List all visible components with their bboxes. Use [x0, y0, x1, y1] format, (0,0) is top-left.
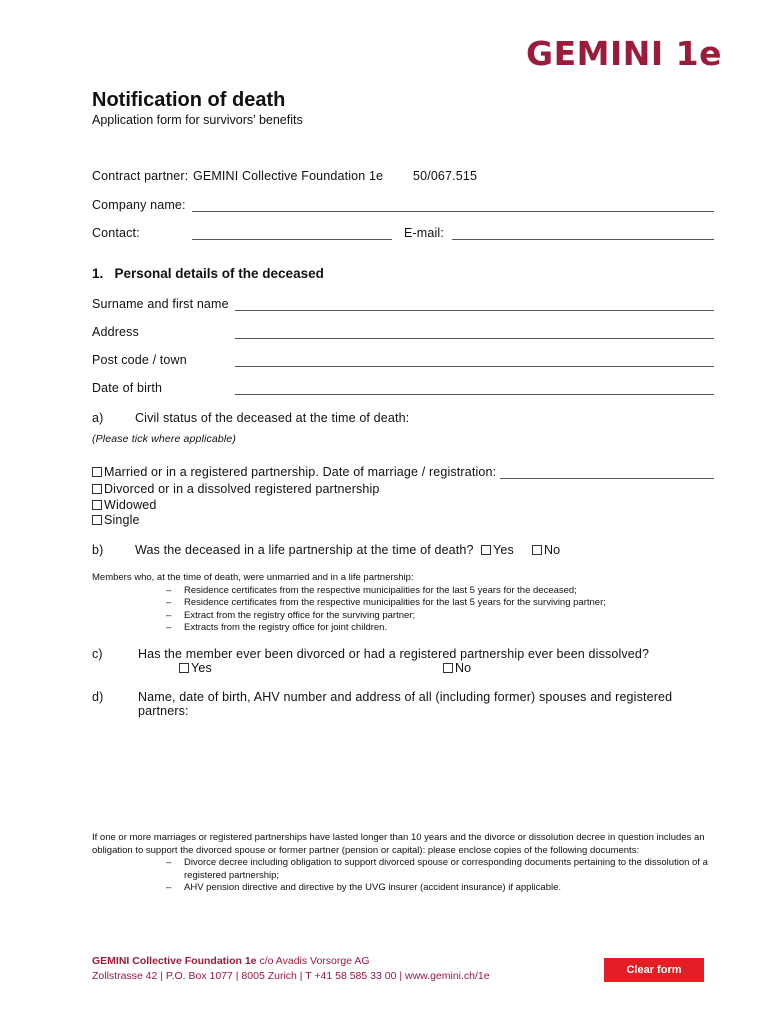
contract-number: 50/067.515 — [413, 169, 478, 183]
footer-org-rest: c/o Avadis Vorsorge AG — [256, 955, 370, 967]
life-partnership-no-label: No — [544, 543, 561, 557]
page-title: Notification of death — [92, 89, 286, 111]
life-partnership-yes-label: Yes — [493, 543, 514, 557]
company-name-field[interactable] — [192, 211, 714, 212]
life-partnership-note-intro: Members who, at the time of death, were unmarried and in a life partnership: — [92, 572, 414, 583]
page-subtitle: Application form for survivors’ benefits — [92, 113, 303, 127]
option-married[interactable] — [92, 465, 496, 479]
contract-partner-label: Contract partner: — [92, 169, 189, 183]
marriage-date-field[interactable] — [500, 478, 714, 479]
divorce-documents-list — [166, 857, 712, 895]
option-widowed-label: Widowed — [104, 498, 157, 512]
address-field[interactable] — [235, 338, 714, 339]
clear-form-button[interactable]: Clear form — [604, 958, 704, 982]
divorced-yes[interactable] — [179, 661, 212, 675]
list-item: – Divorce decree including obligation to support divorced spouse or corresponding documents pertaining to the dissolution of a registered partnership; — [166, 857, 712, 882]
life-partnership-yes[interactable] — [481, 543, 514, 557]
email-field[interactable] — [452, 239, 714, 240]
single-checkbox[interactable] — [92, 515, 102, 525]
address-label: Address — [92, 325, 139, 339]
civil-status-question: Civil status of the deceased at the time of death: — [135, 411, 410, 425]
email-label: E-mail: — [404, 226, 444, 240]
list-item: – AHV pension directive and directive by the UVG insurer (accident insurance) if applicable. — [166, 882, 712, 895]
life-partnership-yes-checkbox[interactable] — [481, 545, 491, 555]
divorced-checkbox[interactable] — [92, 484, 102, 494]
widowed-checkbox[interactable] — [92, 500, 102, 510]
tick-hint: (Please tick where applicable) — [92, 433, 236, 445]
postcode-field[interactable] — [235, 366, 714, 367]
divorced-yes-checkbox[interactable] — [179, 663, 189, 673]
list-item: – Residence certificates from the respective municipalities for the last 5 years for the surviving partner; — [166, 597, 712, 610]
gemini-logo: GEMINI 1e — [526, 34, 722, 73]
option-single-label: Single — [104, 513, 140, 527]
divorce-support-note-text: If one or more marriages or registered partnerships have lasted longer than 10 years and the divorce or dissolution decree in question includes an obligation to support the divorced spouse or former partner (pension or capital): please enclose copies of the following documents: — [92, 832, 705, 856]
life-partnership-documents-list — [166, 585, 712, 635]
life-partnership-note — [92, 572, 712, 635]
married-checkbox[interactable] — [92, 467, 102, 477]
option-widowed[interactable] — [92, 498, 156, 512]
dob-label: Date of birth — [92, 381, 163, 395]
surname-label: Surname and first name — [92, 297, 229, 311]
divorced-no-checkbox[interactable] — [443, 663, 453, 673]
spouses-question-line2: partners: — [138, 704, 189, 718]
item-a-marker: a) — [92, 411, 104, 425]
list-item: – Extracts from the registry office for joint children. — [166, 622, 712, 635]
item-c-marker: c) — [92, 647, 103, 661]
life-partnership-no[interactable] — [532, 543, 560, 557]
company-name-label: Company name: — [92, 198, 186, 212]
option-single[interactable] — [92, 513, 140, 527]
spouses-question-line1: Name, date of birth, AHV number and address of all (including former) spouses and registered — [138, 690, 673, 704]
option-divorced-label: Divorced or in a dissolved registered partnership — [104, 482, 380, 496]
list-item: – Extract from the registry office for the surviving partner; — [166, 610, 712, 623]
postcode-label: Post code / town — [92, 353, 187, 367]
item-d-marker: d) — [92, 690, 104, 704]
footer-org-name: GEMINI Collective Foundation 1e — [92, 955, 257, 967]
divorced-no[interactable] — [443, 661, 471, 675]
divorced-yes-label: Yes — [191, 661, 212, 675]
life-partnership-question: Was the deceased in a life partnership at the time of death? — [135, 543, 474, 557]
divorced-question: Has the member ever been divorced or had a registered partnership ever been dissolved? — [138, 647, 650, 661]
spouses-text-area[interactable] — [138, 722, 714, 822]
footer-organisation — [92, 955, 370, 967]
contact-field[interactable] — [192, 239, 392, 240]
contact-label: Contact: — [92, 226, 140, 240]
life-partnership-no-checkbox[interactable] — [532, 545, 542, 555]
item-b-marker: b) — [92, 543, 104, 557]
option-divorced[interactable] — [92, 482, 380, 496]
section-personal-details-title: 1. Personal details of the deceased — [92, 266, 324, 281]
contract-partner-name: GEMINI Collective Foundation 1e — [193, 169, 384, 183]
divorce-support-note — [92, 832, 712, 895]
surname-field[interactable] — [235, 310, 714, 311]
list-item: – Residence certificates from the respective municipalities for the last 5 years for the deceased; — [166, 585, 712, 598]
option-married-label: Married or in a registered partnership. Date of marriage / registration: — [104, 465, 497, 479]
dob-field[interactable] — [235, 394, 714, 395]
footer-address: Zollstrasse 42 | P.O. Box 1077 | 8005 Zurich | T +41 58 585 33 00 | www.gemini.ch/1e — [92, 970, 490, 982]
divorced-no-label: No — [455, 661, 472, 675]
